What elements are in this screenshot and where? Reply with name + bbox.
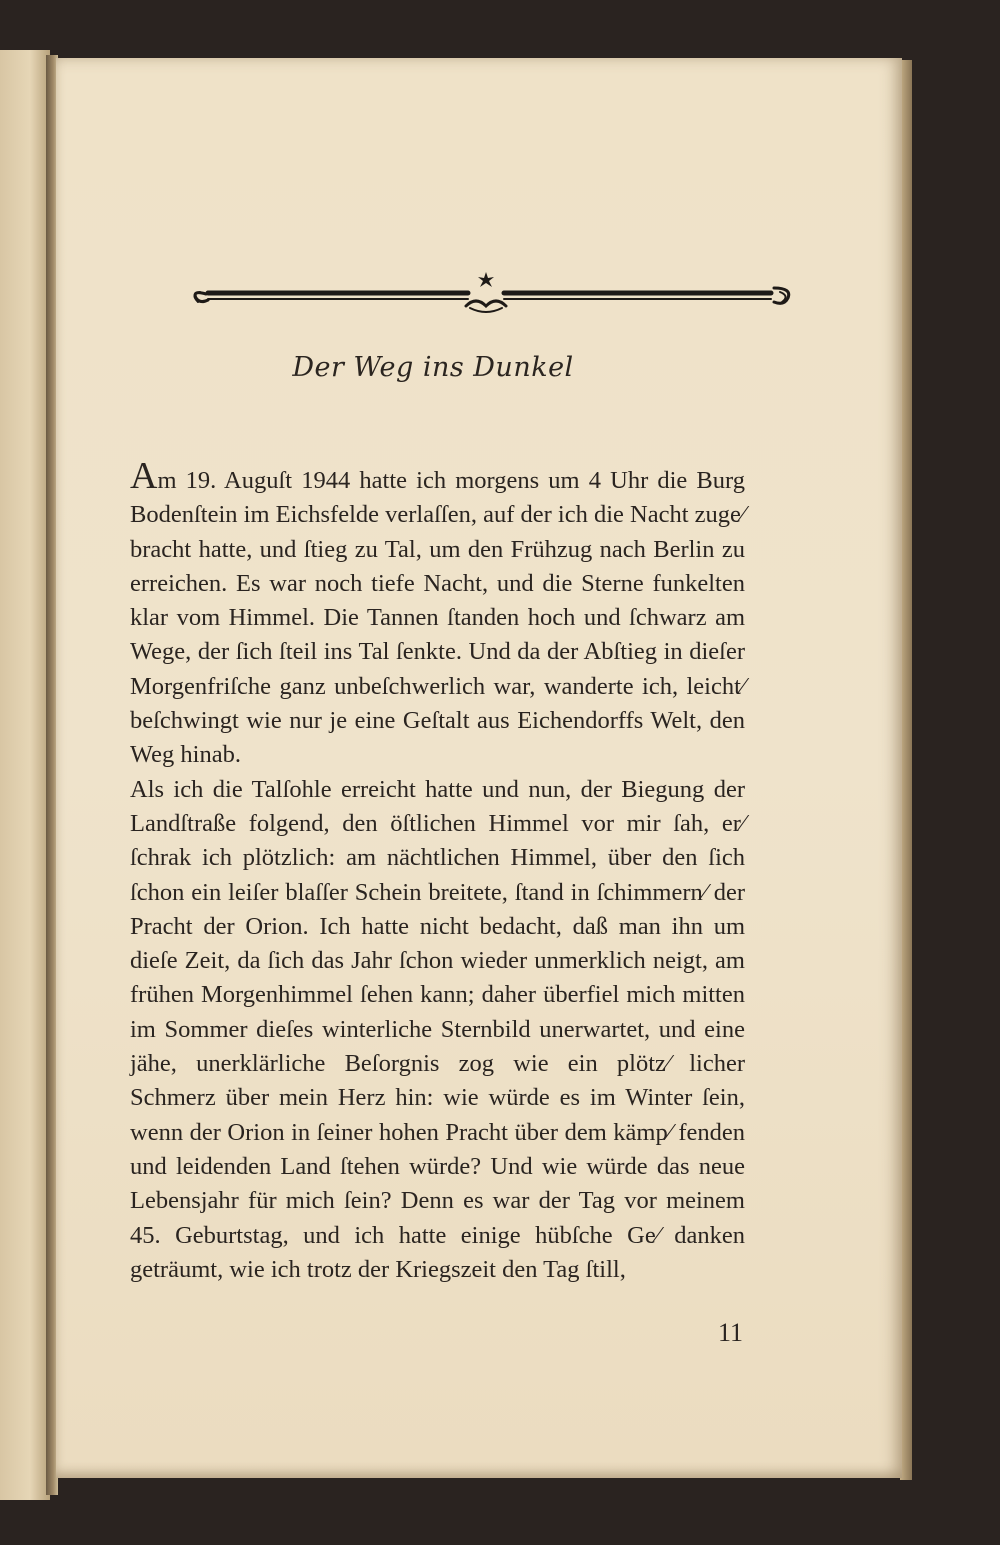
page-number: 11 bbox=[718, 1318, 744, 1347]
paragraph-1 bbox=[130, 455, 745, 773]
paragraph-1-text: m 19. Auguſt 1944 hatte ich morgens um 4 Uhr die Burg Bodenſtein im Eichsfelde verlaſſen, auf der ich die Nacht zuge⁄ bracht hatte, und ſtieg zu Tal, um den Frühzug nach Berlin zu erreichen. Es war noch tiefe Nacht, und die Sterne funkelten klar vom Himmel. Die Tannen ſtanden hoch und ſchwarz am Wege, der ſich ſteil ins Tal ſenkte. Und da der Abſtieg in dieſer Morgenfriſche ganz unbeſchwerlich war, wanderte ich, leicht⁄ beſchwingt wie nur je eine Geſtalt aus Eichendorffs Welt, den Weg hinab. bbox=[130, 467, 745, 769]
body-text bbox=[130, 455, 745, 1287]
ornament-divider-icon bbox=[186, 268, 796, 318]
facing-page-edge bbox=[0, 50, 50, 1500]
paragraph-2: Als ich die Talſohle erreicht hatte und nun, der Biegung der Landſtraße folgend, den öſtlichen Himmel vor mir ſah, er⁄ ſchrak ich plötzlich: am nächtlichen Himmel, über den ſich ſchon ein leiſer blaſſer Schein breitete, ſtand in ſchimmern⁄ der Pracht der Orion. Ich hatte nicht bedacht, daß man ihn um dieſe Zeit, da ſich das Jahr ſchon wieder unmerklich neigt, am frühen Morgenhimmel ſehen kann; daher überfiel mich mitten im Sommer dieſes winterliche Sternbild unerwartet, und eine jähe, unerklärliche Beſorgnis zog wie ein plötz⁄ licher Schmerz über mein Herz hin: wie würde es im Winter ſein, wenn der Orion in ſeiner hohen Pracht über dem kämp⁄ fenden und leidenden Land ſtehen würde? Und wie würde das neue Lebensjahr für mich ſein? Denn es war der Tag vor meinem 45. Geburtstag, und ich hatte einige hübſche Ge⁄ danken geträumt, wie ich trotz der Kriegszeit den Tag ſtill, bbox=[130, 775, 745, 1283]
drop-cap: A bbox=[130, 455, 158, 497]
chapter-title: Der Weg ins Dunkel bbox=[292, 352, 574, 383]
